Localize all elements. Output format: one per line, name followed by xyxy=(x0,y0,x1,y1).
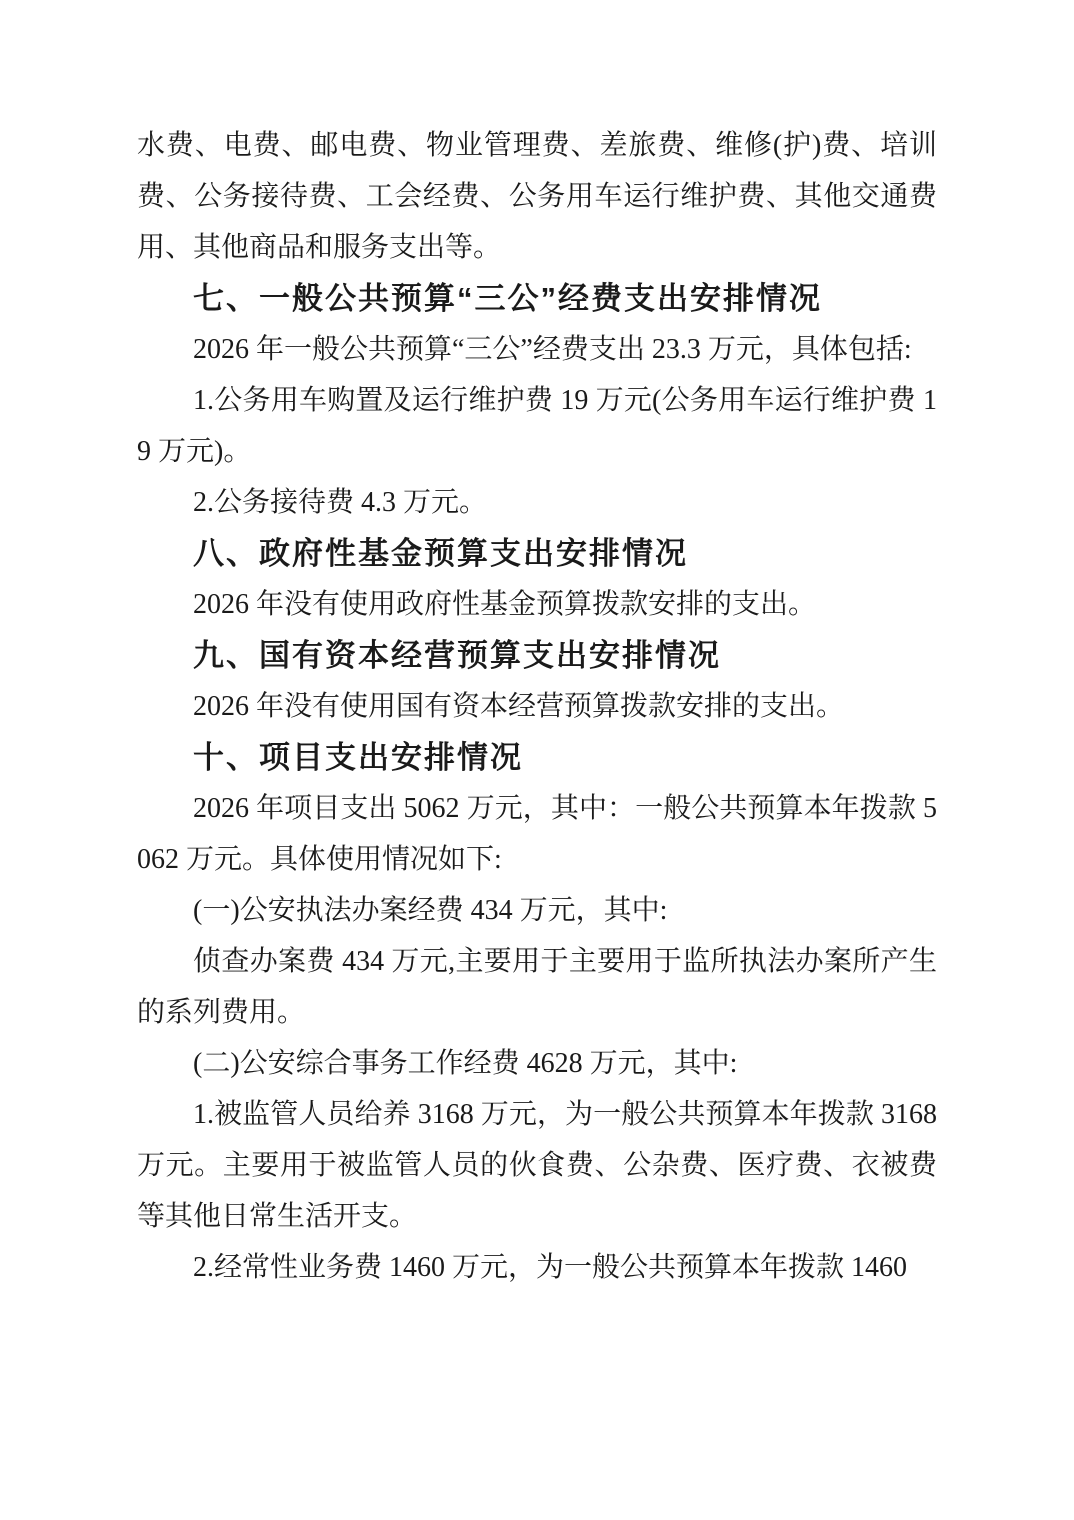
paragraph-official-vehicle-expense: 1.公务用车购置及运行维护费 19 万元(公务用车运行维护费 19 万元)。 xyxy=(137,385,937,467)
paragraph-project-expenditure-total: 2026 年项目支出 5062 万元，其中：一般公共预算本年拨款 5062 万元。具体使用情况如下: xyxy=(137,793,937,875)
paragraph-law-enforcement-case-funds: (一)公安执法办案经费 434 万元，其中: xyxy=(193,895,668,926)
paragraph-government-fund-budget-none: 2026 年没有使用政府性基金预算拨款安排的支出。 xyxy=(193,589,817,620)
heading-section-seven-three-public-funds: 七、一般公共预算“三公”经费支出安排情况 xyxy=(193,281,822,316)
heading-section-nine-state-capital-budget: 九、国有资本经营预算支出安排情况 xyxy=(193,638,721,673)
paragraph-detainee-provision-expense: 1.被监管人员给养 3168 万元，为一般公共预算本年拨款 3168 万元。主要用于被监管人员的伙食费、公杂费、医疗费、衣被费等其他日常生活开支。 xyxy=(137,1099,937,1232)
paragraph-official-reception-expense: 2.公务接待费 4.3 万元。 xyxy=(193,487,488,518)
heading-section-eight-government-fund-budget: 八、政府性基金预算支出安排情况 xyxy=(193,536,688,571)
paragraph-three-public-funds-total: 2026 年一般公共预算“三公”经费支出 23.3 万元，具体包括: xyxy=(193,334,912,365)
paragraph-state-capital-budget-none: 2026 年没有使用国有资本经营预算拨款安排的支出。 xyxy=(193,691,845,722)
paragraph-regular-operations-expense: 2.经常性业务费 1460 万元，为一般公共预算本年拨款 1460 xyxy=(193,1252,908,1283)
paragraph-investigation-case-expense: 侦查办案费 434 万元,主要用于主要用于监所执法办案所产生的系列费用。 xyxy=(137,946,937,1028)
document-text-block xyxy=(137,120,937,1293)
heading-section-ten-project-expenditure: 十、项目支出安排情况 xyxy=(193,740,523,775)
paragraph-comprehensive-affairs-funds: (二)公安综合事务工作经费 4628 万元，其中: xyxy=(193,1048,738,1079)
paragraph-expense-items-continuation: 水费、电费、邮电费、物业管理费、差旅费、维修(护)费、培训费、公务接待费、工会经费、公务用车运行维护费、其他交通费用、其他商品和服务支出等。 xyxy=(137,130,937,263)
